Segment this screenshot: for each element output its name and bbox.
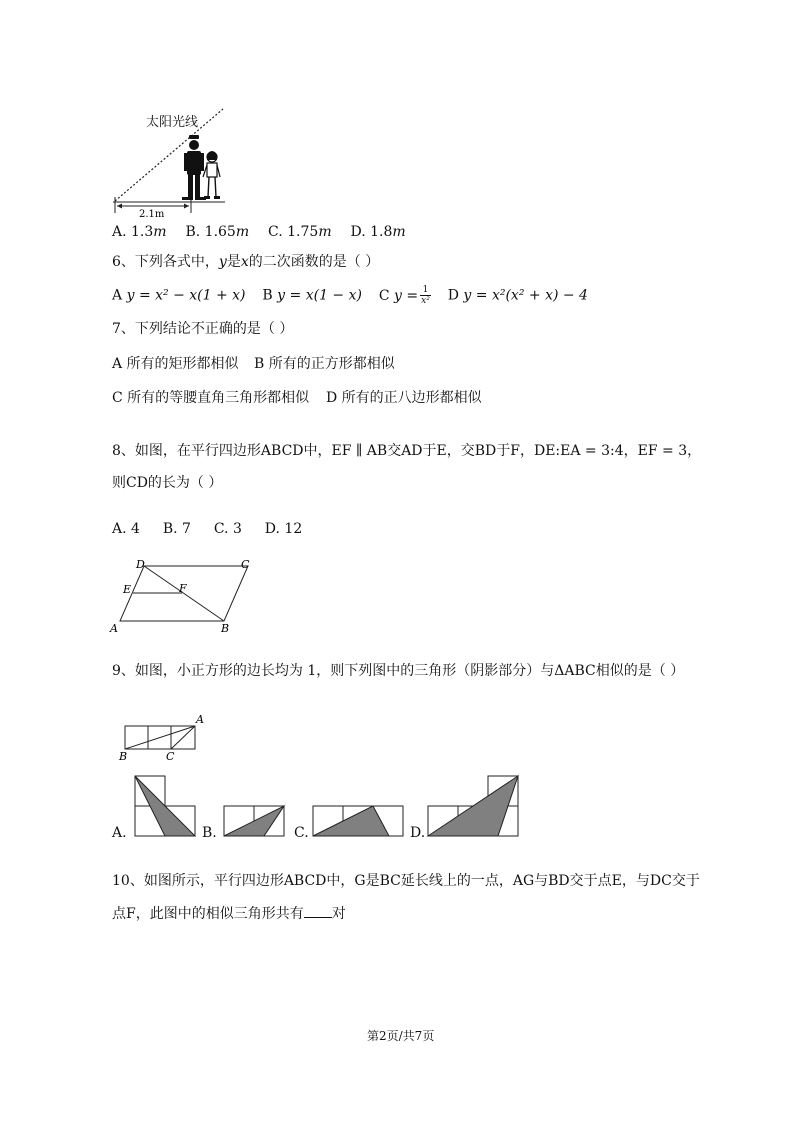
- distance-label: 2.1m: [139, 209, 165, 220]
- q9-stem: 9、如图，小正方形的边长均为 1，则下列图中的三角形（阴影部分）与ΔABC相似的是（ ）: [112, 663, 685, 679]
- label-c: C: [241, 558, 250, 571]
- q5-options: [112, 224, 406, 240]
- q6-option-a: A y = x² − x(1 + x): [112, 287, 246, 304]
- q7-option-d: D 所有的正八边形都相似: [326, 390, 482, 406]
- q5-option-a: A. 1.3m: [112, 224, 167, 240]
- q8-option-a: A. 4: [112, 521, 140, 537]
- q9-reference-grid: [115, 712, 215, 764]
- q8-option-d: D. 12: [264, 521, 303, 537]
- label-a: A: [110, 622, 118, 635]
- q9-option-c-triangle: [313, 806, 389, 836]
- q8-parallelogram-figure: [108, 558, 268, 638]
- q8-options: [112, 521, 302, 537]
- adult-figure: [182, 135, 206, 200]
- q6-stem: 6、下列各式中，y是x的二次函数的是（ ）: [112, 254, 380, 270]
- q9-option-b-label: B.: [202, 825, 217, 841]
- label-q9-b: B: [119, 750, 128, 763]
- q6-options: [112, 285, 588, 306]
- q7-option-c: C 所有的等腰直角三角形都相似: [112, 390, 310, 406]
- q8-stem-line2: 则CD的长为（ ）: [112, 475, 223, 491]
- q9-option-a-figure: [135, 776, 197, 838]
- label-d: D: [136, 558, 145, 571]
- q5-option-c: C. 1.75m: [268, 224, 332, 240]
- sun-ray-label: 太阳光线: [146, 115, 199, 130]
- q9-option-c-label: C.: [294, 825, 309, 841]
- q10-stem-line1: 10、如图所示，平行四边形ABCD中，G是BC延长线上的一点，AG与BD交于点E，与DC交于: [112, 873, 700, 889]
- q5-option-d: D. 1.8m: [350, 224, 406, 240]
- q7-option-a: A 所有的矩形都相似: [112, 356, 239, 372]
- q6-option-d: D y = x²(x² + x) − 4: [447, 287, 588, 304]
- q5-option-b: B. 1.65m: [185, 224, 250, 240]
- q7-stem: 7、下列结论不正确的是（ ）: [112, 321, 294, 337]
- q6-option-b: B y = x(1 − x): [262, 287, 362, 304]
- q9-option-d-label: D.: [410, 825, 426, 841]
- q9-option-d-figure: [428, 775, 520, 838]
- arrow-head-left: [117, 204, 122, 209]
- child-figure: [203, 151, 220, 199]
- label-e: E: [123, 583, 132, 596]
- label-b: B: [221, 622, 230, 635]
- q8-stem-line1: 8、如图，在平行四边形ABCD中，EF ∥ AB交AD于E，交BD于F，DE:EA = 3:4，EF = 3，: [112, 443, 702, 459]
- q7-option-b: B 所有的正方形都相似: [254, 356, 395, 372]
- q8-option-b: B. 7: [162, 521, 191, 537]
- page-footer: 第2页/共7页: [367, 1029, 435, 1043]
- q10-answer-blank[interactable]: [304, 905, 332, 918]
- q9-option-c-figure: [313, 806, 405, 838]
- q9-option-b-figure: [224, 806, 286, 838]
- q6-option-c: C y = $\frac{1}{\text{x²}}$: [378, 285, 430, 306]
- q10-stem-line2: 点F，此图中的相似三角形共有 对: [112, 906, 346, 922]
- arrow-head-right: [184, 204, 189, 209]
- label-f: F: [179, 582, 187, 595]
- label-q9-a: A: [196, 713, 204, 726]
- label-q9-c: C: [166, 750, 175, 763]
- q8-option-c: C. 3: [213, 521, 242, 537]
- triangle-abc: [125, 726, 195, 749]
- q9-option-a-label: A.: [112, 825, 127, 841]
